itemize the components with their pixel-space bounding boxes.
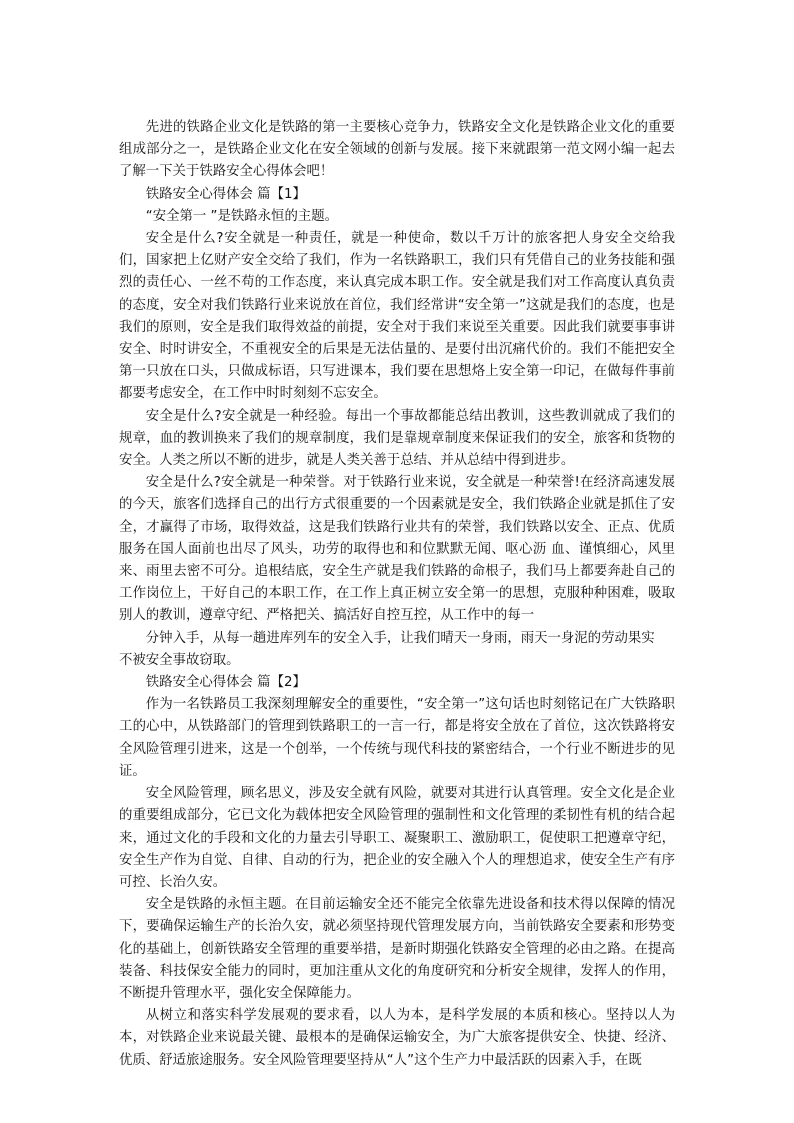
body-paragraph: 安全是铁路的永恒主题。在目前运输安全还不能完全依靠先进设备和技术得以保障的情况下，要确保运输生产的长治久安，就必须坚持现代管理发展方向，当前铁路安全要素和形势变化的基础上，创新铁路安全管理的重要举措，是新时期强化铁路安全管理的必由之路。在提高装备、科技保安全能力的同时，更加注重从文化的角度研究和分析安全规律，发挥人的作用，不断提升管理水平，强化安全保障能力。 <box>119 897 675 1001</box>
intro-paragraph: 先进的铁路企业文化是铁路的第一主要核心竞争力，铁路安全文化是铁路企业文化的重要组成部分之一，是铁路企业文化在安全领域的创新与发展。接下来就跟第一范文网小编一起去了解一下关于铁路安全心得体会吧！ <box>119 120 675 180</box>
section-1-motto: “安全第一 ”是铁路永恒的主题。 <box>145 208 339 224</box>
section-2-heading: 铁路安全心得体会 篇【2】 <box>145 675 306 691</box>
section-1-heading: 铁路安全心得体会 篇【1】 <box>145 186 306 202</box>
body-paragraph: 从树立和落实科学发展观的要求看，以人为本，是科学发展的本质和核心。坚持以人为本，对铁路企业来说最关键、最根本的是确保运输安全，为广大旅客提供安全、快捷、经济、优质、舒适旅途服务。安全风险管理要坚持从“人”这个生产力中最活跃的因素入手，在既 <box>119 1008 675 1068</box>
document-body <box>119 117 675 1072</box>
body-paragraph: 安全是什么?安全就是一种经验。每出一个事故都能总结出教训，这些教训就成了我们的规章，血的教训换来了我们的规章制度，我们是靠规章制度来保证我们的安全，旅客和货物的安全。人类之所以不断的进步，就是人类关善于总结、并从总结中得到进步。 <box>119 408 675 469</box>
body-paragraph-closing: 不被安全事故窃取。 <box>119 652 240 668</box>
body-paragraph: 安全风险管理，顾名思义，涉及安全就有风险，就要对其进行认真管理。安全文化是企业的重要组成部分，它已文化为载体把安全风险管理的强制性和文化管理的柔韧性有机的结合起来，通过文化的手段和文化的力量去引导职工、凝聚职工、激励职工，促使职工把遵章守纪，安全生产作为自觉、自律、自动的行为，把企业的安全融入个人的理想追求，使安全生产有序可控、长治久安。 <box>119 786 675 890</box>
body-paragraph: 安全是什么?安全就是一种责任，就是一种使命，数以千万计的旅客把人身安全交给我们，国家把上亿财产安全交给了我们，作为一名铁路职工，我们只有凭借自己的业务技能和强烈的责任心、一丝不苟的工作态度，来认真完成本职工作。安全就是我们对工作高度认真负责的态度，安全对我们铁路行业来说放在首位，我们经常讲“安全第一”这就是我们的态度，也是我们的原则，安全是我们取得效益的前提，安全对于我们来说至关重要。因此我们就要事事讲安全、时时讲安全，不重视安全的后果是无法估量的、是要付出沉痛代价的。我们不能把安全第一只放在口头，只做成标语，只写进课本，我们要在思想烙上安全第一印记，在做每件事前都要考虑安全，在工作中时时刻刻不忘安全。 <box>119 231 675 402</box>
body-paragraph: 作为一名铁路员工我深刻理解安全的重要性，“安全第一”这句话也时刻铭记在广大铁路职工的心中，从铁路部门的管理到铁路职工的一言一行，都是将安全放在了首位，这次铁路将安全风险管理引进来，这是一个创举，一个传统与现代科技的紧密结合，一个行业不断进步的见证。 <box>119 697 675 779</box>
body-paragraph: 安全是什么?安全就是一种荣誉。对于铁路行业来说，安全就是一种荣誉!在经济高速发展的今天，旅客们选择自己的出行方式很重要的一个因素就是安全，我们铁路企业就是抓住了安全，才赢得了市场，取得效益，这是我们铁路行业共有的荣誉，我们铁路以安全、正点、优质服务在国人面前也出尽了风头，功劳的取得也和和位默默无闻、呕心沥 血、谨慎细心，风里来、雨里去密不可分。追根结底，安全生产就是我们铁路的命根子，我们马上都要奔赴自己的工作岗位上，干好自己的本职工作，在工作上真正树立安全第一的思想，克服种种困难，吸取别人的教训，遵章守纪、严格把关、搞活好自控互控，从工作中的每一 <box>119 475 675 624</box>
body-paragraph-continuation: 分钟入手，从每一趟进库列车的安全入手，让我们晴天一身雨，雨天一身泥的劳动果实 <box>145 630 655 646</box>
